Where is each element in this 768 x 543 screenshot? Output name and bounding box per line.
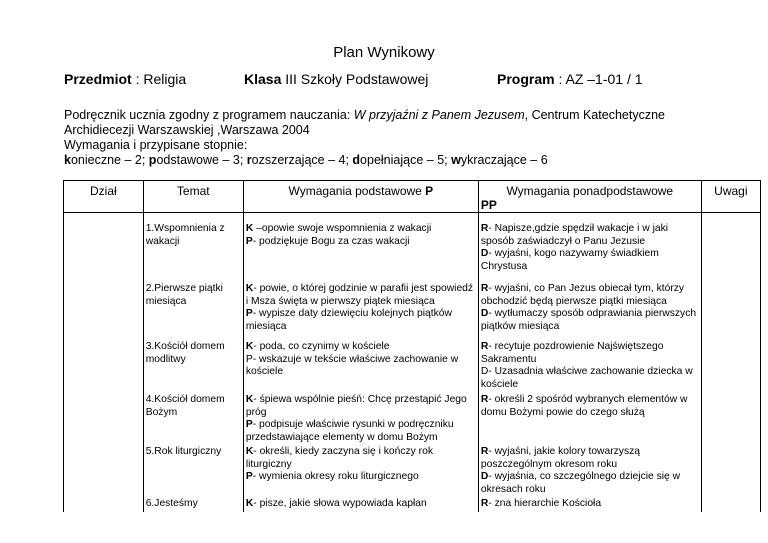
header-pp — [478, 181, 701, 213]
table-header-row — [64, 181, 761, 213]
dzial-cell — [64, 339, 144, 392]
grade-letter: R — [480, 223, 489, 234]
grade-letter: K — [245, 341, 254, 352]
pp-cell — [478, 496, 701, 512]
p-cell — [243, 339, 478, 392]
page-title: Plan Wynikowy — [333, 44, 435, 61]
grade-letter: K — [245, 446, 254, 457]
grade-letter: D — [480, 471, 489, 482]
uwagi-cell — [701, 444, 760, 496]
grade-letter: K — [245, 498, 254, 509]
level-rest: odstawowe – 3; — [156, 153, 247, 167]
requirement-text: - określi, kiedy zaczyna się i kończy rok liturgiczny — [245, 446, 433, 470]
requirement-text: - podpisuje właściwie rysunki w podręczniku przedstawiające elementy w domu Bożym — [245, 419, 454, 443]
pp-requirement — [481, 446, 699, 471]
table-row — [64, 281, 761, 339]
dzial-cell — [64, 213, 144, 282]
intro-line-2: Archidiecezji Warszawskiej ,Warszawa 2004 — [64, 123, 310, 137]
temat-cell — [143, 213, 243, 282]
dzial-cell — [64, 444, 144, 496]
klasa-value: III Szkoły Podstawowej — [281, 71, 429, 87]
requirement-text: - powie, o której godzinie w parafii jest spowiedź i Msza święta w pierwszy piątek miesiąca — [245, 283, 474, 307]
grade-letter: K — [245, 394, 254, 405]
requirement-text: - wyjaśni, kogo nazywamy świadkiem Chrystusa — [480, 248, 659, 272]
header-p-text: Wymagania podstawowe — [288, 184, 426, 198]
grade-letter: P — [245, 235, 253, 247]
temat-cell — [143, 281, 243, 339]
program-field — [497, 71, 643, 87]
temat-cell — [143, 392, 243, 444]
requirement-text: - wyjaśni, jakie kolory towarzyszą poszczególnym okresom roku — [480, 446, 640, 470]
requirements-table — [63, 180, 761, 512]
requirement-text: - wytłumaczy sposób odprawiania pierwszych piątków miesiąca — [480, 308, 697, 332]
p-cell — [243, 281, 478, 339]
program-label: Program — [497, 71, 555, 87]
level-initial: k — [64, 153, 71, 167]
table-row — [64, 444, 761, 496]
program-value: : AZ –1-01 / 1 — [554, 71, 643, 87]
p-cell — [243, 496, 478, 512]
header-temat: Temat — [143, 181, 243, 213]
uwagi-cell — [701, 392, 760, 444]
p-cell — [243, 444, 478, 496]
header-dzial: Dział — [64, 181, 144, 213]
table-body — [64, 213, 761, 513]
pp-cell — [478, 281, 701, 339]
p-requirement — [246, 308, 476, 333]
p-requirement — [246, 394, 476, 419]
uwagi-cell — [701, 339, 760, 392]
temat-cell — [143, 496, 243, 512]
p-requirement — [246, 471, 476, 484]
grade-levels — [64, 153, 665, 168]
pp-cell — [478, 339, 701, 392]
grade-letter: P — [245, 419, 253, 430]
requirement-text: D- Uzasadnia właściwe zachowanie dziecka w kościele — [480, 366, 693, 390]
uwagi-cell — [701, 496, 760, 512]
pp-requirement — [481, 223, 699, 248]
temat-text: 4.Kościół domem Bożym — [145, 394, 225, 418]
klasa-field — [244, 71, 428, 87]
temat-text: 3.Kościół domem modlitwy — [145, 341, 225, 365]
temat-cell — [143, 444, 243, 496]
pp-requirement — [481, 366, 699, 391]
grade-letter: R — [480, 341, 489, 352]
przedmiot-label: Przedmiot — [64, 71, 132, 87]
header-pp-bold: PP — [480, 198, 497, 212]
requirement-text: - Napisze,gdzie spędził wakacje i w jaki sposób zaświadczył o Panu Jezusie — [480, 223, 669, 247]
requirement-text: –opowie swoje wspomnienia z wakacji — [253, 223, 432, 234]
level-rest: opełniające – 5; — [360, 153, 452, 167]
table-row — [64, 496, 761, 512]
textbook-title: W przyjaźni z Panem Jezusem — [353, 108, 525, 122]
requirement-text: - wypisze daty dziewięciu kolejnych piątków miesiąca — [245, 308, 452, 332]
przedmiot-value: : Religia — [131, 71, 187, 87]
temat-cell — [143, 339, 243, 392]
pp-requirement — [481, 498, 699, 511]
temat-text: 5.Rok liturgiczny — [145, 446, 222, 457]
level-initial: d — [352, 153, 361, 167]
uwagi-cell — [701, 281, 760, 339]
header-uwagi: Uwagi — [701, 181, 760, 213]
grade-letter: K — [245, 223, 254, 234]
p-requirement — [246, 236, 476, 249]
grade-letter: R — [480, 498, 489, 509]
p-requirement — [246, 283, 476, 308]
grade-letter: R — [480, 446, 489, 457]
pp-cell — [478, 213, 701, 282]
level-rest: ozszerzające – 4; — [251, 153, 353, 167]
pp-requirement — [481, 308, 699, 333]
requirement-text: - pisze, jakie słowa wypowiada kapłan — [253, 498, 427, 509]
requirement-text: - śpiewa wspólnie pieśń: Chcę przestąpić Jego próg — [245, 394, 467, 418]
requirement-text: - recytuje pozdrowienie Najświętszego Sakramentu — [480, 341, 664, 365]
temat-text: 2.Pierwsze piątki miesiąca — [145, 283, 223, 307]
requirement-text: - wyjaśni, co Pan Jezus obiecał tym, którzy obchodzić będą pierwsze piątki miesiąca — [480, 283, 685, 307]
pp-requirement — [481, 394, 699, 419]
pp-cell — [478, 444, 701, 496]
p-requirement — [246, 419, 476, 444]
requirement-text: - wymienia okresy roku liturgicznego — [252, 471, 419, 482]
klasa-label: Klasa — [244, 71, 282, 87]
temat-text: 1.Wspomnienia z wakacji — [145, 223, 225, 247]
p-requirement — [246, 223, 476, 236]
intro-line1-suffix: , Centrum Katechetyczne — [524, 108, 665, 122]
requirement-text: P- wskazuje w tekście właściwe zachowanie w kościele — [245, 353, 459, 377]
p-requirement — [246, 446, 476, 471]
level-initial: r — [246, 153, 252, 167]
grade-letter: D — [480, 248, 489, 259]
uwagi-cell — [701, 213, 760, 282]
header-p — [243, 181, 478, 213]
dzial-cell — [64, 281, 144, 339]
grade-letter: K — [245, 283, 254, 294]
intro-block — [64, 108, 665, 168]
pp-requirement — [481, 248, 699, 273]
przedmiot-field — [64, 71, 186, 87]
intro-line1-prefix: Podręcznik ucznia zgodny z programem nauczania: — [64, 108, 354, 122]
table-row — [64, 339, 761, 392]
level-rest: ykraczające – 6 — [460, 153, 548, 167]
level-rest: onieczne – 2; — [70, 153, 149, 167]
requirement-text: - wyjaśnia, co szczególnego dziejcie się w okresach roku — [480, 471, 681, 495]
intro-line-1 — [64, 108, 665, 123]
level-initial: p — [148, 153, 157, 167]
header-p-bold: P — [425, 184, 434, 198]
requirement-text: - podziękuje Bogu za czas wakacji — [252, 235, 410, 247]
grade-letter: D — [480, 308, 489, 319]
grade-letter: P — [245, 308, 253, 319]
pp-requirement — [481, 341, 699, 366]
dzial-cell — [64, 392, 144, 444]
requirement-text: - zna hierarchie Kościoła — [488, 498, 602, 509]
pp-requirement — [481, 471, 699, 496]
pp-cell — [478, 392, 701, 444]
p-requirement — [246, 498, 476, 511]
p-requirement — [246, 341, 476, 354]
temat-text: 6.Jesteśmy — [145, 498, 198, 509]
grade-letter: R — [480, 394, 489, 405]
p-cell — [243, 392, 478, 444]
requirement-text: - określi 2 spośród wybranych elementów w domu Bożymi powie do czego służą — [480, 394, 688, 418]
table-row — [64, 213, 761, 282]
requirement-text: - poda, co czynimy w kościele — [253, 341, 390, 352]
dzial-cell — [64, 496, 144, 512]
pp-requirement — [481, 283, 699, 308]
level-initial: w — [451, 153, 461, 167]
table-row — [64, 392, 761, 444]
grade-letter: P — [245, 471, 253, 482]
p-cell — [243, 213, 478, 282]
grade-letter: R — [480, 283, 489, 294]
header-pp-text: Wymagania ponadpodstawowe — [506, 184, 674, 198]
p-requirement — [246, 354, 476, 379]
intro-line-3: Wymagania i przypisane stopnie: — [64, 138, 248, 152]
